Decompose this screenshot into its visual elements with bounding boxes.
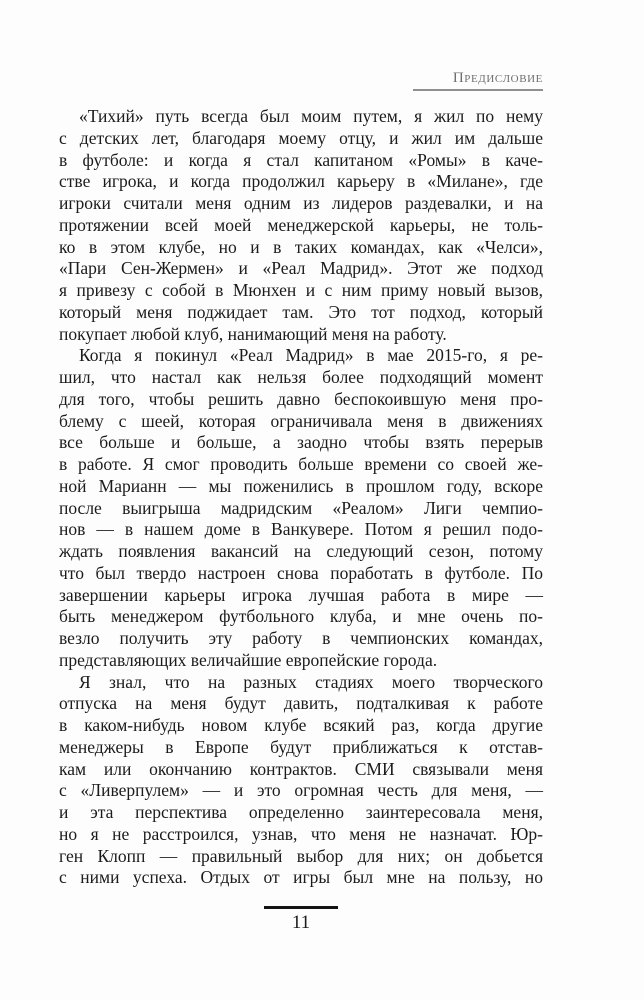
text-line: завершении карьеры игрока лучшая работа в мире —	[59, 584, 543, 605]
text-line: «Тихий» путь всегда был моим путем, я жил по нему	[79, 106, 543, 126]
text-line: представляющих величайшие европейские города.	[59, 649, 438, 670]
text-line: в каком-нибудь новом клубе всякий раз, когда другие	[59, 715, 543, 735]
text-line: протяжении всей моей менеджерской карьеры, не толь-	[59, 214, 543, 235]
text-line: с детских лет, благодаря моему отцу, и жил им дальше	[59, 127, 543, 148]
text-line: все больше и больше, а заодно чтобы взять перерыв	[59, 432, 543, 453]
text-line: везло получить эту работу в чемпионских командах,	[59, 628, 543, 648]
text-line: с «Ливерпулем» — и это огромная честь для меня, —	[59, 780, 543, 801]
header-rule	[413, 89, 543, 91]
text-line: «Пари Сен-Жермен» и «Реал Мадрид». Этот же подход	[59, 258, 543, 279]
text-line: Я знал, что на разных стадиях моего творческого	[79, 671, 543, 692]
text-line: с ними успеха. Отдых от игры был мне на пользу, но	[59, 867, 543, 888]
text-line: после выигрыша мадридским «Реалом» Лиги чемпио-	[59, 497, 543, 518]
text-line: но я не расстроился, узнав, что меня не назначат. Юр-	[59, 823, 543, 844]
text-line: который меня поджидает там. Это тот подход, который	[59, 301, 543, 322]
text-line: ген Клопп — правильный выбор для них; он добьется	[59, 845, 543, 866]
text-line: быть менеджером футбольного клуба, и мне очень по-	[59, 606, 543, 627]
text-line: и эта перспектива определенно заинтересовала меня,	[59, 802, 543, 822]
text-line: ко в этом клубе, но и в таких командах, как «Челси»,	[59, 236, 543, 257]
text-line: отпуска на меня будут давить, подталкивая к работе	[59, 693, 543, 714]
text-line: для того, чтобы решить давно беспокоившую меня про-	[59, 388, 543, 409]
footer-rule	[264, 906, 338, 909]
text-line: нов — в нашем доме в Ванкувере. Потом я решил подо-	[59, 519, 543, 540]
page-footer	[59, 906, 543, 934]
text-line: Когда я покинул «Реал Мадрид» в мае 2015-го, я ре-	[79, 345, 543, 366]
text-line: я привезу с собой в Мюнхен и с ним приму новый вызов,	[59, 280, 543, 300]
text-line: игроки считали меня одним из лидеров раздевалки, и на	[59, 193, 543, 213]
text-line: ной Марианн — мы поженились в прошлом году, вскоре	[59, 475, 543, 496]
text-line: менеджеры в Европе будут приближаться к отстав-	[59, 736, 543, 757]
text-line: в работе. Я смог проводить больше времени со своей же-	[59, 454, 543, 474]
text-line: стве игрока, и когда продолжил карьеру в «Милане», где	[59, 171, 543, 192]
text-line: блему с шеей, которая ограничивала меня в движениях	[59, 410, 543, 431]
text-line: что был твердо настроен снова поработать в футболе. По	[59, 562, 543, 583]
text-line: покупает любой клуб, нанимающий меня на работу.	[59, 323, 447, 344]
text-line: в футболе: и когда я стал капитаном «Ромы» в каче-	[59, 149, 543, 170]
running-header-title: Предисловие	[452, 70, 543, 86]
page-number: 11	[291, 912, 311, 933]
text-line: шил, что настал как нельзя более подходящий момент	[59, 367, 543, 387]
body-text	[59, 106, 543, 889]
text-line: ждать появления вакансий на следующий сезон, потому	[59, 541, 543, 561]
page-header	[59, 70, 543, 91]
text-line: кам или окончанию контрактов. СМИ связывали меня	[59, 758, 543, 779]
